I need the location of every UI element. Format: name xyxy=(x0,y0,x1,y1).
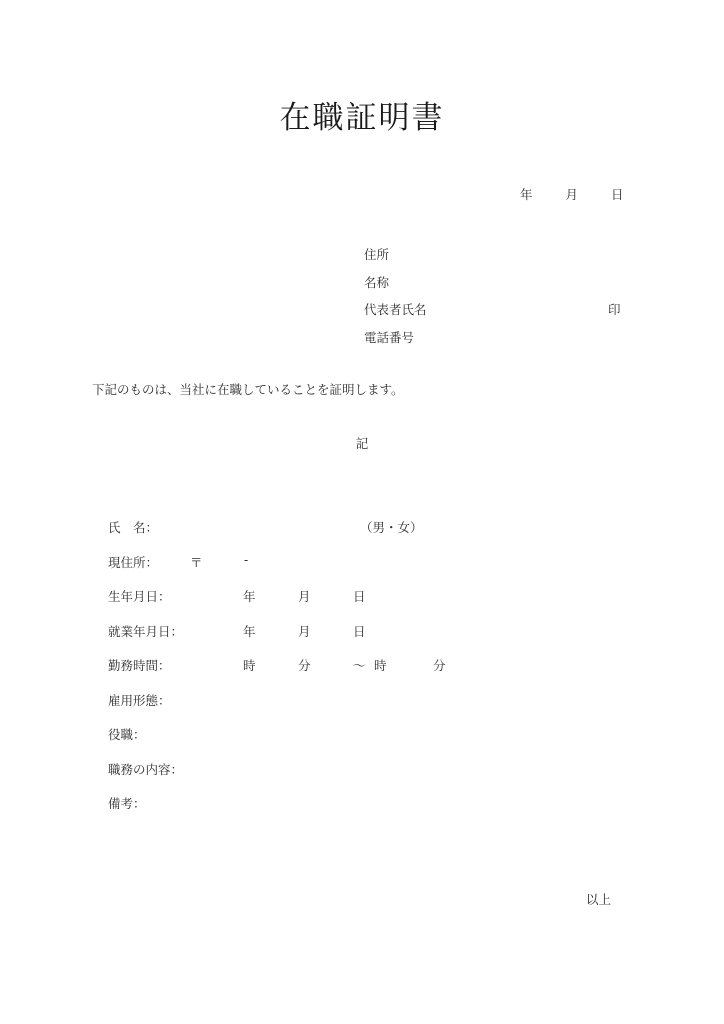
fields-block xyxy=(108,518,446,829)
remarks-label: 備考： xyxy=(108,797,146,811)
field-row-employment-date xyxy=(108,622,366,657)
field-row-current-address xyxy=(108,552,249,588)
current-address-label: 現住所： xyxy=(108,555,159,570)
postal-dash: - xyxy=(244,552,249,567)
work-hours-to-minute: 分 xyxy=(433,659,446,673)
employment-month-label: 月 xyxy=(298,624,311,639)
employment-year-label: 年 xyxy=(243,624,256,639)
birth-day-label: 日 xyxy=(353,590,366,604)
issuer-address-row xyxy=(364,242,427,270)
field-row-birthdate xyxy=(108,587,366,622)
employment-type-label: 雇用形態： xyxy=(108,693,171,708)
field-row-duties xyxy=(108,760,183,795)
issue-date-line xyxy=(520,185,623,203)
birth-year-label: 年 xyxy=(243,590,256,604)
issuer-phone-label: 電話番号 xyxy=(364,330,415,345)
issuer-address-label: 住所 xyxy=(364,248,390,262)
issuer-representative-label: 代表者氏名 xyxy=(364,303,427,317)
work-hours-tilde: 〜 xyxy=(353,659,366,673)
closing-marker: 以上 xyxy=(586,893,612,907)
employment-date-label: 就業年月日： xyxy=(108,624,184,639)
certification-statement: 下記のものは、当社に在職していることを証明します。 xyxy=(92,383,404,397)
field-row-name xyxy=(108,518,423,553)
position-label: 役職： xyxy=(108,728,146,742)
seal-label: 印 xyxy=(608,303,621,317)
field-row-remarks xyxy=(108,794,183,829)
section-marker: 記 xyxy=(355,437,369,451)
birthdate-label: 生年月日： xyxy=(108,590,171,604)
gender-note: （男・女） xyxy=(360,521,423,535)
work-hours-from-hour: 時 xyxy=(243,659,256,673)
birth-month-label: 月 xyxy=(298,590,311,604)
date-day-label: 日 xyxy=(610,188,624,202)
field-row-work-hours xyxy=(108,656,446,691)
date-month-label: 月 xyxy=(565,188,578,202)
work-hours-from-minute: 分 xyxy=(298,659,311,673)
postal-mark-icon: 〒 xyxy=(190,555,203,570)
page-title: 在職証明書 xyxy=(279,100,445,135)
date-year-label: 年 xyxy=(520,188,533,202)
issuer-representative-row xyxy=(364,297,621,325)
issuer-company-label: 名称 xyxy=(364,275,390,290)
work-hours-label: 勤務時間： xyxy=(108,659,171,673)
issuer-phone-row xyxy=(364,325,427,353)
duties-label: 職務の内容： xyxy=(108,762,184,777)
field-row-employment-type xyxy=(108,691,183,726)
employment-day-label: 日 xyxy=(353,624,366,639)
field-row-position xyxy=(108,725,183,760)
issuer-company-row xyxy=(364,270,427,298)
issuer-block xyxy=(364,242,621,352)
name-label: 氏 名： xyxy=(108,521,159,535)
work-hours-to-hour: 時 xyxy=(374,659,387,673)
